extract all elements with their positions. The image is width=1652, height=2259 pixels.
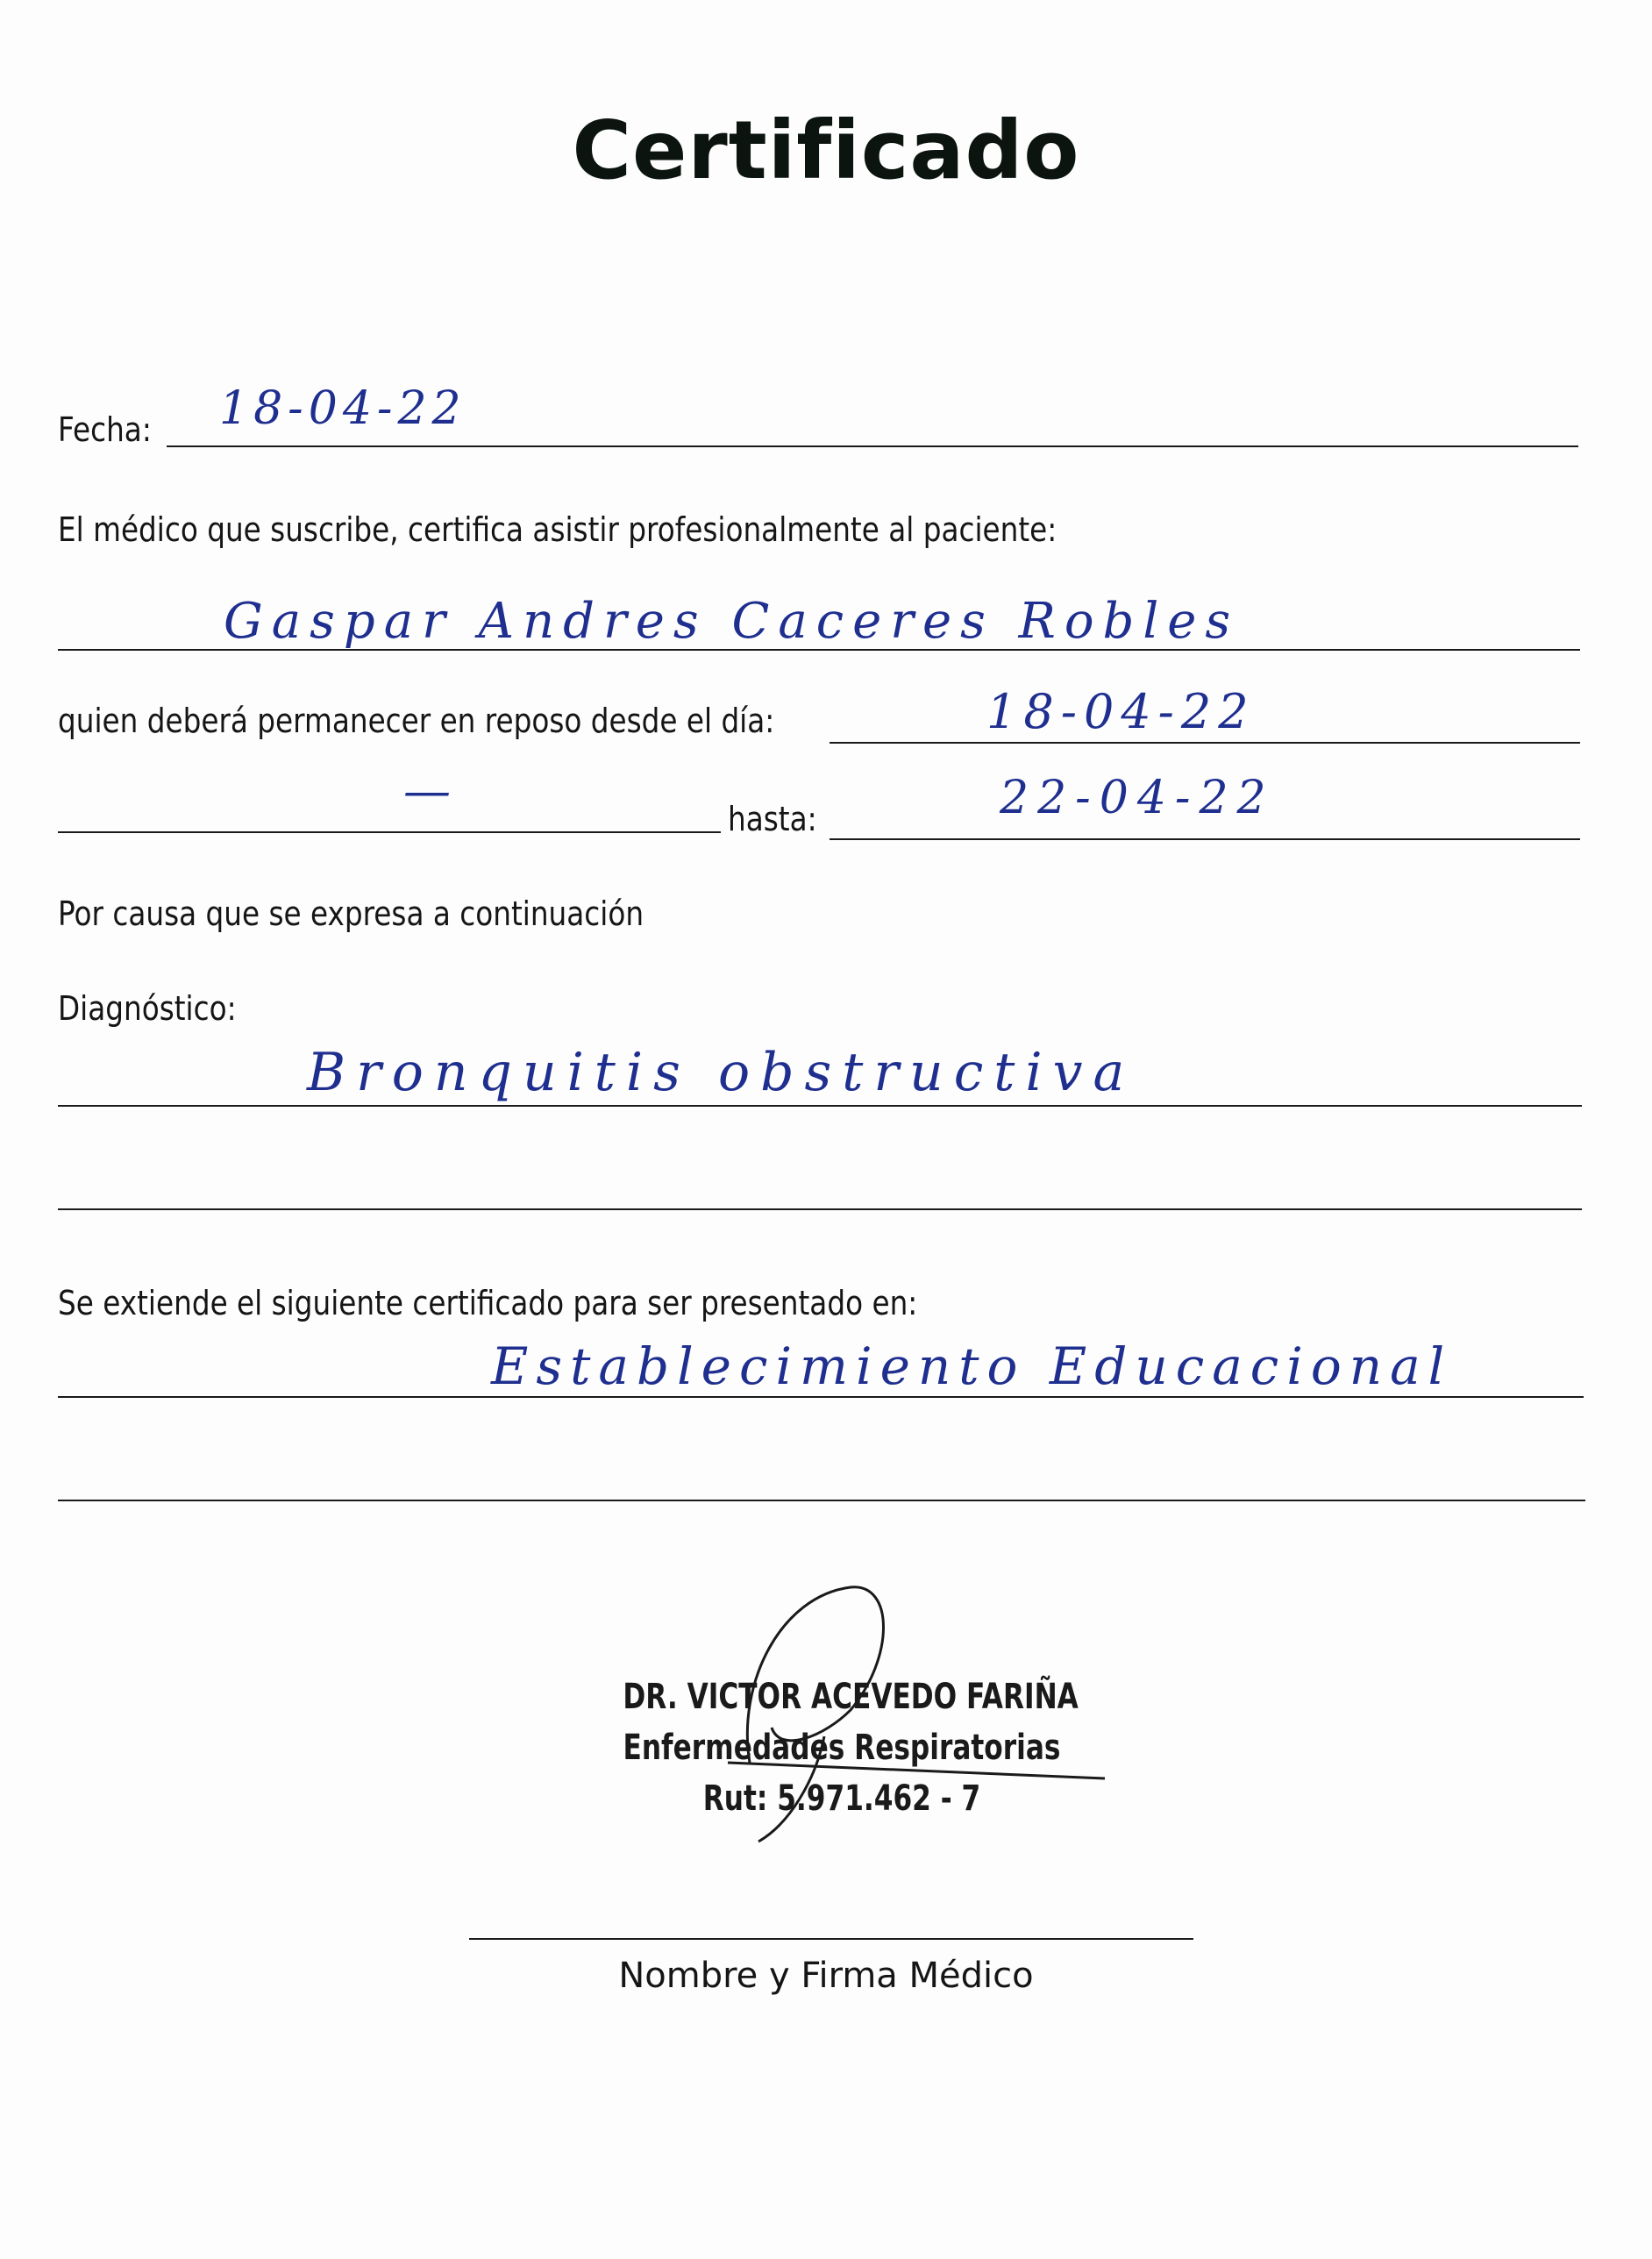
presentado-rule-1 bbox=[58, 1396, 1584, 1398]
reposo-desde-value: 18-04-22 bbox=[986, 684, 1256, 739]
hasta-label: hasta: bbox=[728, 800, 817, 838]
paciente-value: Gaspar Andres Caceres Robles bbox=[224, 593, 1240, 650]
presentado-rule-2 bbox=[58, 1500, 1585, 1501]
signature-scribble-icon bbox=[561, 1578, 1122, 1877]
diagnostico-value: Bronquitis obstructiva bbox=[307, 1042, 1136, 1103]
reposo-desde-rule bbox=[830, 742, 1580, 744]
extiende-statement: Se extiende el siguiente certificado para ser presentado en: bbox=[58, 1284, 918, 1322]
reposo-extra-rule bbox=[58, 831, 721, 833]
stamp-specialty: Enfermedades Respiratorias bbox=[623, 1728, 1061, 1768]
fecha-label: Fecha: bbox=[58, 410, 152, 449]
reposo-label: quien deberá permanecer en reposo desde el día: bbox=[58, 702, 775, 740]
page-title: Certificado bbox=[572, 103, 1080, 197]
hasta-rule bbox=[830, 838, 1580, 840]
firma-rule bbox=[469, 1938, 1193, 1940]
causa-statement: Por causa que se expresa a continuación bbox=[58, 894, 644, 933]
diagnostico-label: Diagnóstico: bbox=[58, 989, 237, 1028]
diagnostico-rule-1 bbox=[58, 1105, 1582, 1107]
presentado-value: Establecimiento Educacional bbox=[491, 1336, 1453, 1396]
firma-label: Nombre y Firma Médico bbox=[618, 1956, 1034, 1996]
medico-statement: El médico que suscribe, certifica asistir profesionalmente al paciente: bbox=[58, 510, 1057, 549]
fecha-rule bbox=[167, 445, 1578, 447]
doctor-stamp bbox=[561, 1578, 1122, 1877]
hasta-value: 22-04-22 bbox=[1000, 772, 1275, 824]
diagnostico-rule-2 bbox=[58, 1208, 1582, 1210]
reposo-extra-value: — bbox=[403, 763, 456, 818]
fecha-value: 18-04-22 bbox=[219, 382, 466, 435]
stamp-rut: Rut: 5.971.462 - 7 bbox=[702, 1778, 981, 1819]
stamp-doctor-name: DR. VICTOR ACEVEDO FARIÑA bbox=[623, 1677, 1079, 1717]
